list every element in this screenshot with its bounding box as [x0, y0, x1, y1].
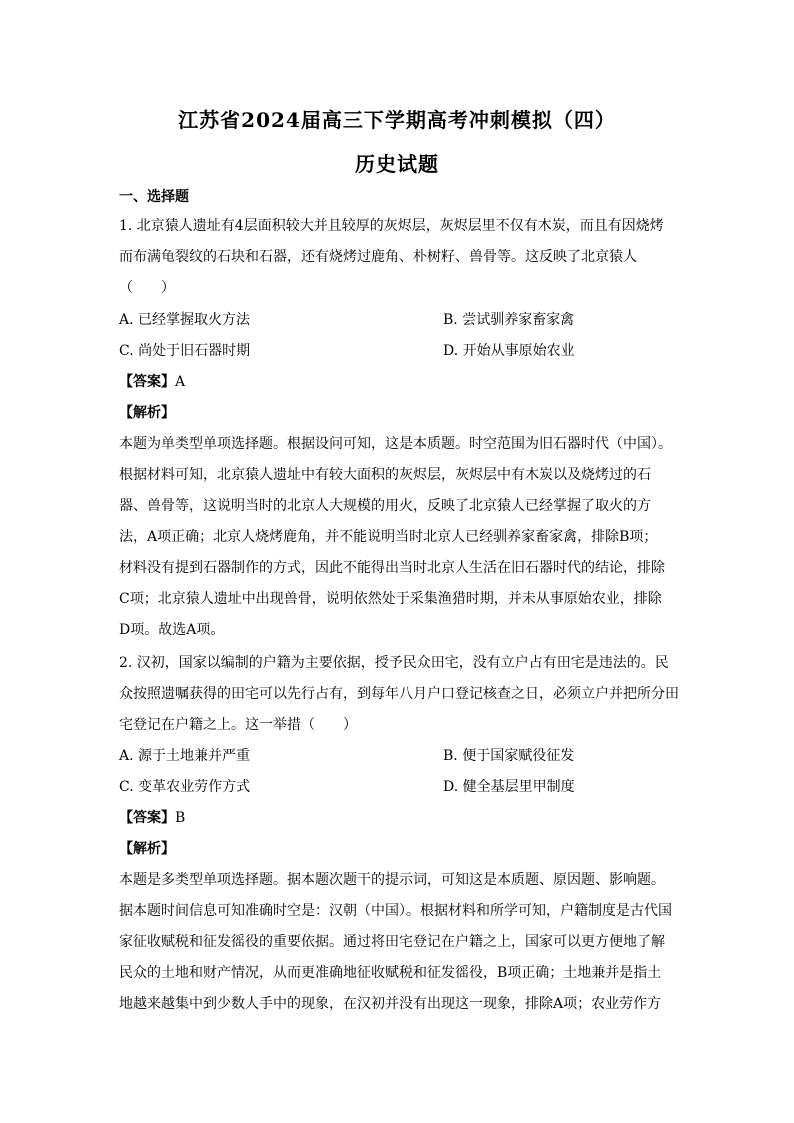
- q1-stem-line: 而布满龟裂纹的石块和石器，还有烧烤过鹿角、朴树籽、兽骨等。这反映了北京猿人: [119, 249, 637, 265]
- document-subtitle: 历史试题: [355, 152, 439, 176]
- q1-option-a: A. 已经掌握取火方法: [119, 312, 251, 328]
- q1-stem-line: 1. 北京猿人遗址有4层面积较大并且较厚的灰烬层，灰烬层里不仅有木炭，而且有因烧烤: [119, 218, 664, 234]
- q2-stem-line: 2. 汉初，国家以编制的户籍为主要依据，授予民众田宅，没有立户占有田宅是违法的。民: [119, 655, 669, 671]
- q1-option-c: C. 尚处于旧石器时期: [119, 343, 251, 359]
- q1-analysis-label: 【解析】: [119, 405, 175, 421]
- q1-analysis-line: 器、兽骨等，这说明当时的北京人大规模的用火，反映了北京猿人已经掌握了取火的方: [119, 498, 651, 514]
- q2-analysis-line: 家征收赋税和征发徭役的重要依据。通过将田宅登记在户籍之上，国家可以更方便地了解: [119, 934, 665, 950]
- q2-analysis-line: 据本题时间信息可知准确时空是：汉朝（中国）。根据材料和所学可知，户籍制度是古代国: [119, 903, 672, 919]
- q2-stem-line: 宅登记在户籍之上。这一举措（ ）: [119, 717, 357, 733]
- q2-option-a: A. 源于土地兼并严重: [119, 748, 251, 764]
- q2-analysis-line: 地越来越集中到少数人手中的现象，在汉初并没有出现这一现象，排除A项；农业劳作方: [119, 996, 662, 1012]
- q2-option-d: D. 健全基层里甲制度: [443, 779, 575, 795]
- q1-analysis-line: 本题为单类型单项选择题。根据设问可知，这是本质题。时空范围为旧石器时代（中国）。: [119, 436, 672, 452]
- answer-value: B: [175, 810, 186, 826]
- answer-label: 【答案】: [119, 810, 175, 826]
- section-heading: 一、选择题: [119, 189, 189, 205]
- q1-option-d: D. 开始从事原始农业: [443, 343, 575, 359]
- q1-analysis-line: 材料没有提到石器制作的方式，因此不能得出当时北京人生活在旧石器时代的结论，排除: [119, 560, 665, 576]
- q2-answer: [119, 808, 185, 828]
- q2-option-c: C. 变革农业劳作方式: [119, 779, 251, 795]
- q1-analysis-line: 法，A项正确；北京人烧烤鹿角，并不能说明当时北京人已经驯养家畜家禽，排除B项；: [119, 529, 658, 545]
- q2-analysis-line: 本题是多类型单项选择题。据本题次题干的提示词，可知这是本质题、原因题、影响题。: [119, 872, 665, 888]
- q1-stem-line: （ ）: [119, 280, 175, 296]
- document-title: 江苏省2024届高三下学期高考冲刺模拟（四）: [178, 108, 616, 132]
- q1-analysis-line: 根据材料可知，北京猿人遗址中有较大面积的灰烬层，灰烬层中有木炭以及烧烤过的石: [119, 467, 651, 483]
- q2-option-b: B. 便于国家赋役征发: [443, 748, 575, 764]
- answer-label: 【答案】: [119, 374, 175, 390]
- q2-analysis-line: 民众的土地和财产情况，从而更准确地征收赋税和征发徭役，B项正确；土地兼并是指土: [119, 965, 662, 981]
- q1-analysis-line: D项。故选A项。: [119, 622, 225, 638]
- q1-answer: [119, 372, 185, 392]
- q1-analysis-line: C项；北京猿人遗址中出现兽骨，说明依然处于采集渔猎时期，并未从事原始农业，排除: [119, 591, 662, 607]
- q2-analysis-label: 【解析】: [119, 841, 175, 857]
- q1-option-b: B. 尝试驯养家畜家禽: [443, 312, 575, 328]
- q2-stem-line: 众按照遗嘱获得的田宅可以先行占有，到每年八月户口登记核查之日，必须立户并把所分田: [119, 686, 679, 702]
- answer-value: A: [175, 374, 186, 390]
